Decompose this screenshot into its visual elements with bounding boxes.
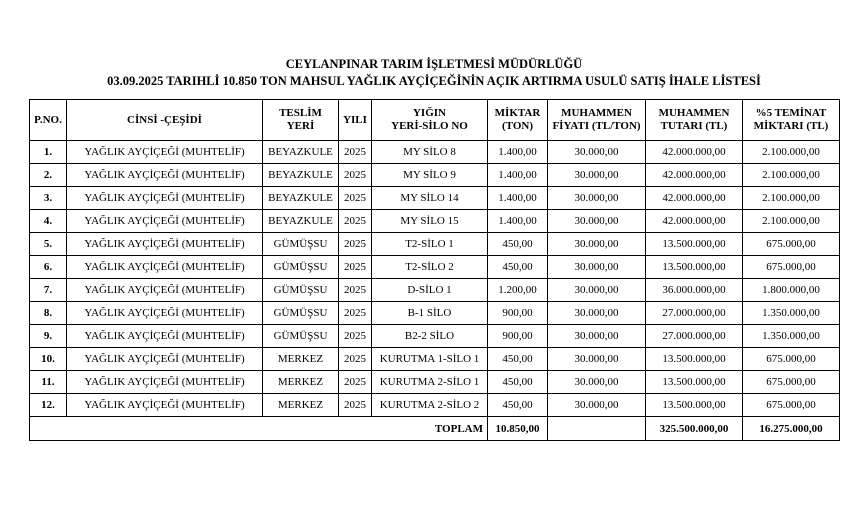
row-miktar: 1.400,00	[488, 210, 548, 233]
col-header-yili: YILI	[339, 100, 372, 141]
row-silo: KURUTMA 1-SİLO 1	[372, 348, 488, 371]
row-cinsi: YAĞLIK AYÇİÇEĞİ (MUHTELİF)	[67, 325, 263, 348]
row-no: 1.	[30, 141, 67, 164]
row-cinsi: YAĞLIK AYÇİÇEĞİ (MUHTELİF)	[67, 394, 263, 417]
row-teslim: MERKEZ	[263, 348, 339, 371]
row-silo: MY SİLO 9	[372, 164, 488, 187]
col-header-tutar: MUHAMMEN TUTARI (TL)	[646, 100, 743, 141]
row-teminat: 2.100.000,00	[743, 187, 840, 210]
document-subtitle: 03.09.2025 TARIHLİ 10.850 TON MAHSUL YAĞLIK AYÇİÇEĞİNİN AÇIK ARTIRMA USULÜ SATIŞ İHALE LİSTESİ	[107, 74, 761, 88]
row-teminat: 2.100.000,00	[743, 210, 840, 233]
row-tutar: 42.000.000,00	[646, 187, 743, 210]
row-no: 3.	[30, 187, 67, 210]
row-fiyat: 30.000,00	[548, 279, 646, 302]
row-silo: B2-2 SİLO	[372, 325, 488, 348]
row-teminat: 675.000,00	[743, 394, 840, 417]
row-miktar: 450,00	[488, 256, 548, 279]
row-teminat: 675.000,00	[743, 371, 840, 394]
row-yil: 2025	[339, 394, 372, 417]
row-no: 4.	[30, 210, 67, 233]
row-teslim: BEYAZKULE	[263, 187, 339, 210]
row-fiyat: 30.000,00	[548, 256, 646, 279]
row-tutar: 36.000.000,00	[646, 279, 743, 302]
row-teslim: BEYAZKULE	[263, 164, 339, 187]
row-yil: 2025	[339, 141, 372, 164]
row-teminat: 1.350.000,00	[743, 325, 840, 348]
row-no: 2.	[30, 164, 67, 187]
row-yil: 2025	[339, 279, 372, 302]
row-fiyat: 30.000,00	[548, 302, 646, 325]
row-miktar: 1.400,00	[488, 141, 548, 164]
row-silo: T2-SİLO 2	[372, 256, 488, 279]
row-no: 8.	[30, 302, 67, 325]
row-miktar: 1.200,00	[488, 279, 548, 302]
row-fiyat: 30.000,00	[548, 394, 646, 417]
row-teminat: 675.000,00	[743, 233, 840, 256]
table-row	[30, 233, 840, 256]
row-teminat: 675.000,00	[743, 348, 840, 371]
row-tutar: 13.500.000,00	[646, 394, 743, 417]
row-yil: 2025	[339, 233, 372, 256]
row-teslim: BEYAZKULE	[263, 210, 339, 233]
row-silo: KURUTMA 2-SİLO 2	[372, 394, 488, 417]
row-silo: T2-SİLO 1	[372, 233, 488, 256]
row-cinsi: YAĞLIK AYÇİÇEĞİ (MUHTELİF)	[67, 210, 263, 233]
table-row	[30, 141, 840, 164]
row-no: 10.	[30, 348, 67, 371]
row-teslim: GÜMÜŞSU	[263, 233, 339, 256]
row-silo: D-SİLO 1	[372, 279, 488, 302]
total-row	[30, 417, 840, 441]
row-no: 5.	[30, 233, 67, 256]
row-miktar: 900,00	[488, 302, 548, 325]
row-teslim: MERKEZ	[263, 371, 339, 394]
table-row	[30, 256, 840, 279]
table-row	[30, 187, 840, 210]
row-tutar: 27.000.000,00	[646, 325, 743, 348]
total-label: TOPLAM	[30, 417, 488, 441]
row-teminat: 1.350.000,00	[743, 302, 840, 325]
col-header-cinsi: CİNSİ -ÇEŞİDİ	[67, 100, 263, 141]
row-teslim: GÜMÜŞSU	[263, 279, 339, 302]
col-header-teminat: %5 TEMİNAT MİKTARI (TL)	[743, 100, 840, 141]
row-teslim: GÜMÜŞSU	[263, 302, 339, 325]
row-tutar: 42.000.000,00	[646, 141, 743, 164]
row-fiyat: 30.000,00	[548, 371, 646, 394]
row-cinsi: YAĞLIK AYÇİÇEĞİ (MUHTELİF)	[67, 164, 263, 187]
col-header-teslim: TESLİM YERİ	[263, 100, 339, 141]
row-teminat: 2.100.000,00	[743, 141, 840, 164]
table-row	[30, 348, 840, 371]
row-fiyat: 30.000,00	[548, 233, 646, 256]
row-yil: 2025	[339, 187, 372, 210]
row-teslim: GÜMÜŞSU	[263, 325, 339, 348]
col-header-miktar: MİKTAR (TON)	[488, 100, 548, 141]
table-row	[30, 302, 840, 325]
table-row	[30, 164, 840, 187]
row-tutar: 42.000.000,00	[646, 210, 743, 233]
table-row	[30, 279, 840, 302]
row-fiyat: 30.000,00	[548, 187, 646, 210]
row-teslim: MERKEZ	[263, 394, 339, 417]
col-header-pno: P.NO.	[30, 100, 67, 141]
row-cinsi: YAĞLIK AYÇİÇEĞİ (MUHTELİF)	[67, 187, 263, 210]
table-row	[30, 394, 840, 417]
row-teslim: GÜMÜŞSU	[263, 256, 339, 279]
row-miktar: 900,00	[488, 325, 548, 348]
col-header-fiyat: MUHAMMEN FİYATI (TL/TON)	[548, 100, 646, 141]
row-teminat: 2.100.000,00	[743, 164, 840, 187]
row-silo: KURUTMA 2-SİLO 1	[372, 371, 488, 394]
row-silo: MY SİLO 15	[372, 210, 488, 233]
row-fiyat: 30.000,00	[548, 325, 646, 348]
row-miktar: 450,00	[488, 348, 548, 371]
table-row	[30, 371, 840, 394]
row-silo: MY SİLO 14	[372, 187, 488, 210]
row-silo: MY SİLO 8	[372, 141, 488, 164]
row-miktar: 450,00	[488, 371, 548, 394]
row-yil: 2025	[339, 325, 372, 348]
row-tutar: 27.000.000,00	[646, 302, 743, 325]
row-fiyat: 30.000,00	[548, 210, 646, 233]
table-row	[30, 325, 840, 348]
row-cinsi: YAĞLIK AYÇİÇEĞİ (MUHTELİF)	[67, 302, 263, 325]
row-cinsi: YAĞLIK AYÇİÇEĞİ (MUHTELİF)	[67, 371, 263, 394]
total-teminat: 16.275.000,00	[743, 417, 840, 441]
row-cinsi: YAĞLIK AYÇİÇEĞİ (MUHTELİF)	[67, 279, 263, 302]
row-tutar: 13.500.000,00	[646, 348, 743, 371]
col-header-yigin: YIĞIN YERİ-SİLO NO	[372, 100, 488, 141]
row-yil: 2025	[339, 164, 372, 187]
row-tutar: 13.500.000,00	[646, 256, 743, 279]
row-no: 12.	[30, 394, 67, 417]
table-row	[30, 210, 840, 233]
row-tutar: 13.500.000,00	[646, 371, 743, 394]
row-miktar: 1.400,00	[488, 187, 548, 210]
row-yil: 2025	[339, 348, 372, 371]
row-teminat: 1.800.000,00	[743, 279, 840, 302]
row-yil: 2025	[339, 371, 372, 394]
row-fiyat: 30.000,00	[548, 164, 646, 187]
row-tutar: 13.500.000,00	[646, 233, 743, 256]
row-miktar: 1.400,00	[488, 164, 548, 187]
row-yil: 2025	[339, 302, 372, 325]
row-fiyat: 30.000,00	[548, 348, 646, 371]
row-miktar: 450,00	[488, 233, 548, 256]
row-cinsi: YAĞLIK AYÇİÇEĞİ (MUHTELİF)	[67, 256, 263, 279]
row-silo: B-1 SİLO	[372, 302, 488, 325]
total-miktar: 10.850,00	[488, 417, 548, 441]
row-no: 6.	[30, 256, 67, 279]
row-teminat: 675.000,00	[743, 256, 840, 279]
row-no: 9.	[30, 325, 67, 348]
table-header-row	[30, 100, 840, 141]
row-cinsi: YAĞLIK AYÇİÇEĞİ (MUHTELİF)	[67, 233, 263, 256]
tender-table	[29, 99, 840, 441]
row-fiyat: 30.000,00	[548, 141, 646, 164]
row-no: 11.	[30, 371, 67, 394]
row-yil: 2025	[339, 256, 372, 279]
total-tutar: 325.500.000,00	[646, 417, 743, 441]
total-fiyat-blank	[548, 417, 646, 441]
row-cinsi: YAĞLIK AYÇİÇEĞİ (MUHTELİF)	[67, 348, 263, 371]
row-teslim: BEYAZKULE	[263, 141, 339, 164]
row-no: 7.	[30, 279, 67, 302]
row-cinsi: YAĞLIK AYÇİÇEĞİ (MUHTELİF)	[67, 141, 263, 164]
document-title: CEYLANPINAR TARIM İŞLETMESİ MÜDÜRLÜĞÜ	[285, 57, 583, 71]
row-yil: 2025	[339, 210, 372, 233]
row-tutar: 42.000.000,00	[646, 164, 743, 187]
row-miktar: 450,00	[488, 394, 548, 417]
